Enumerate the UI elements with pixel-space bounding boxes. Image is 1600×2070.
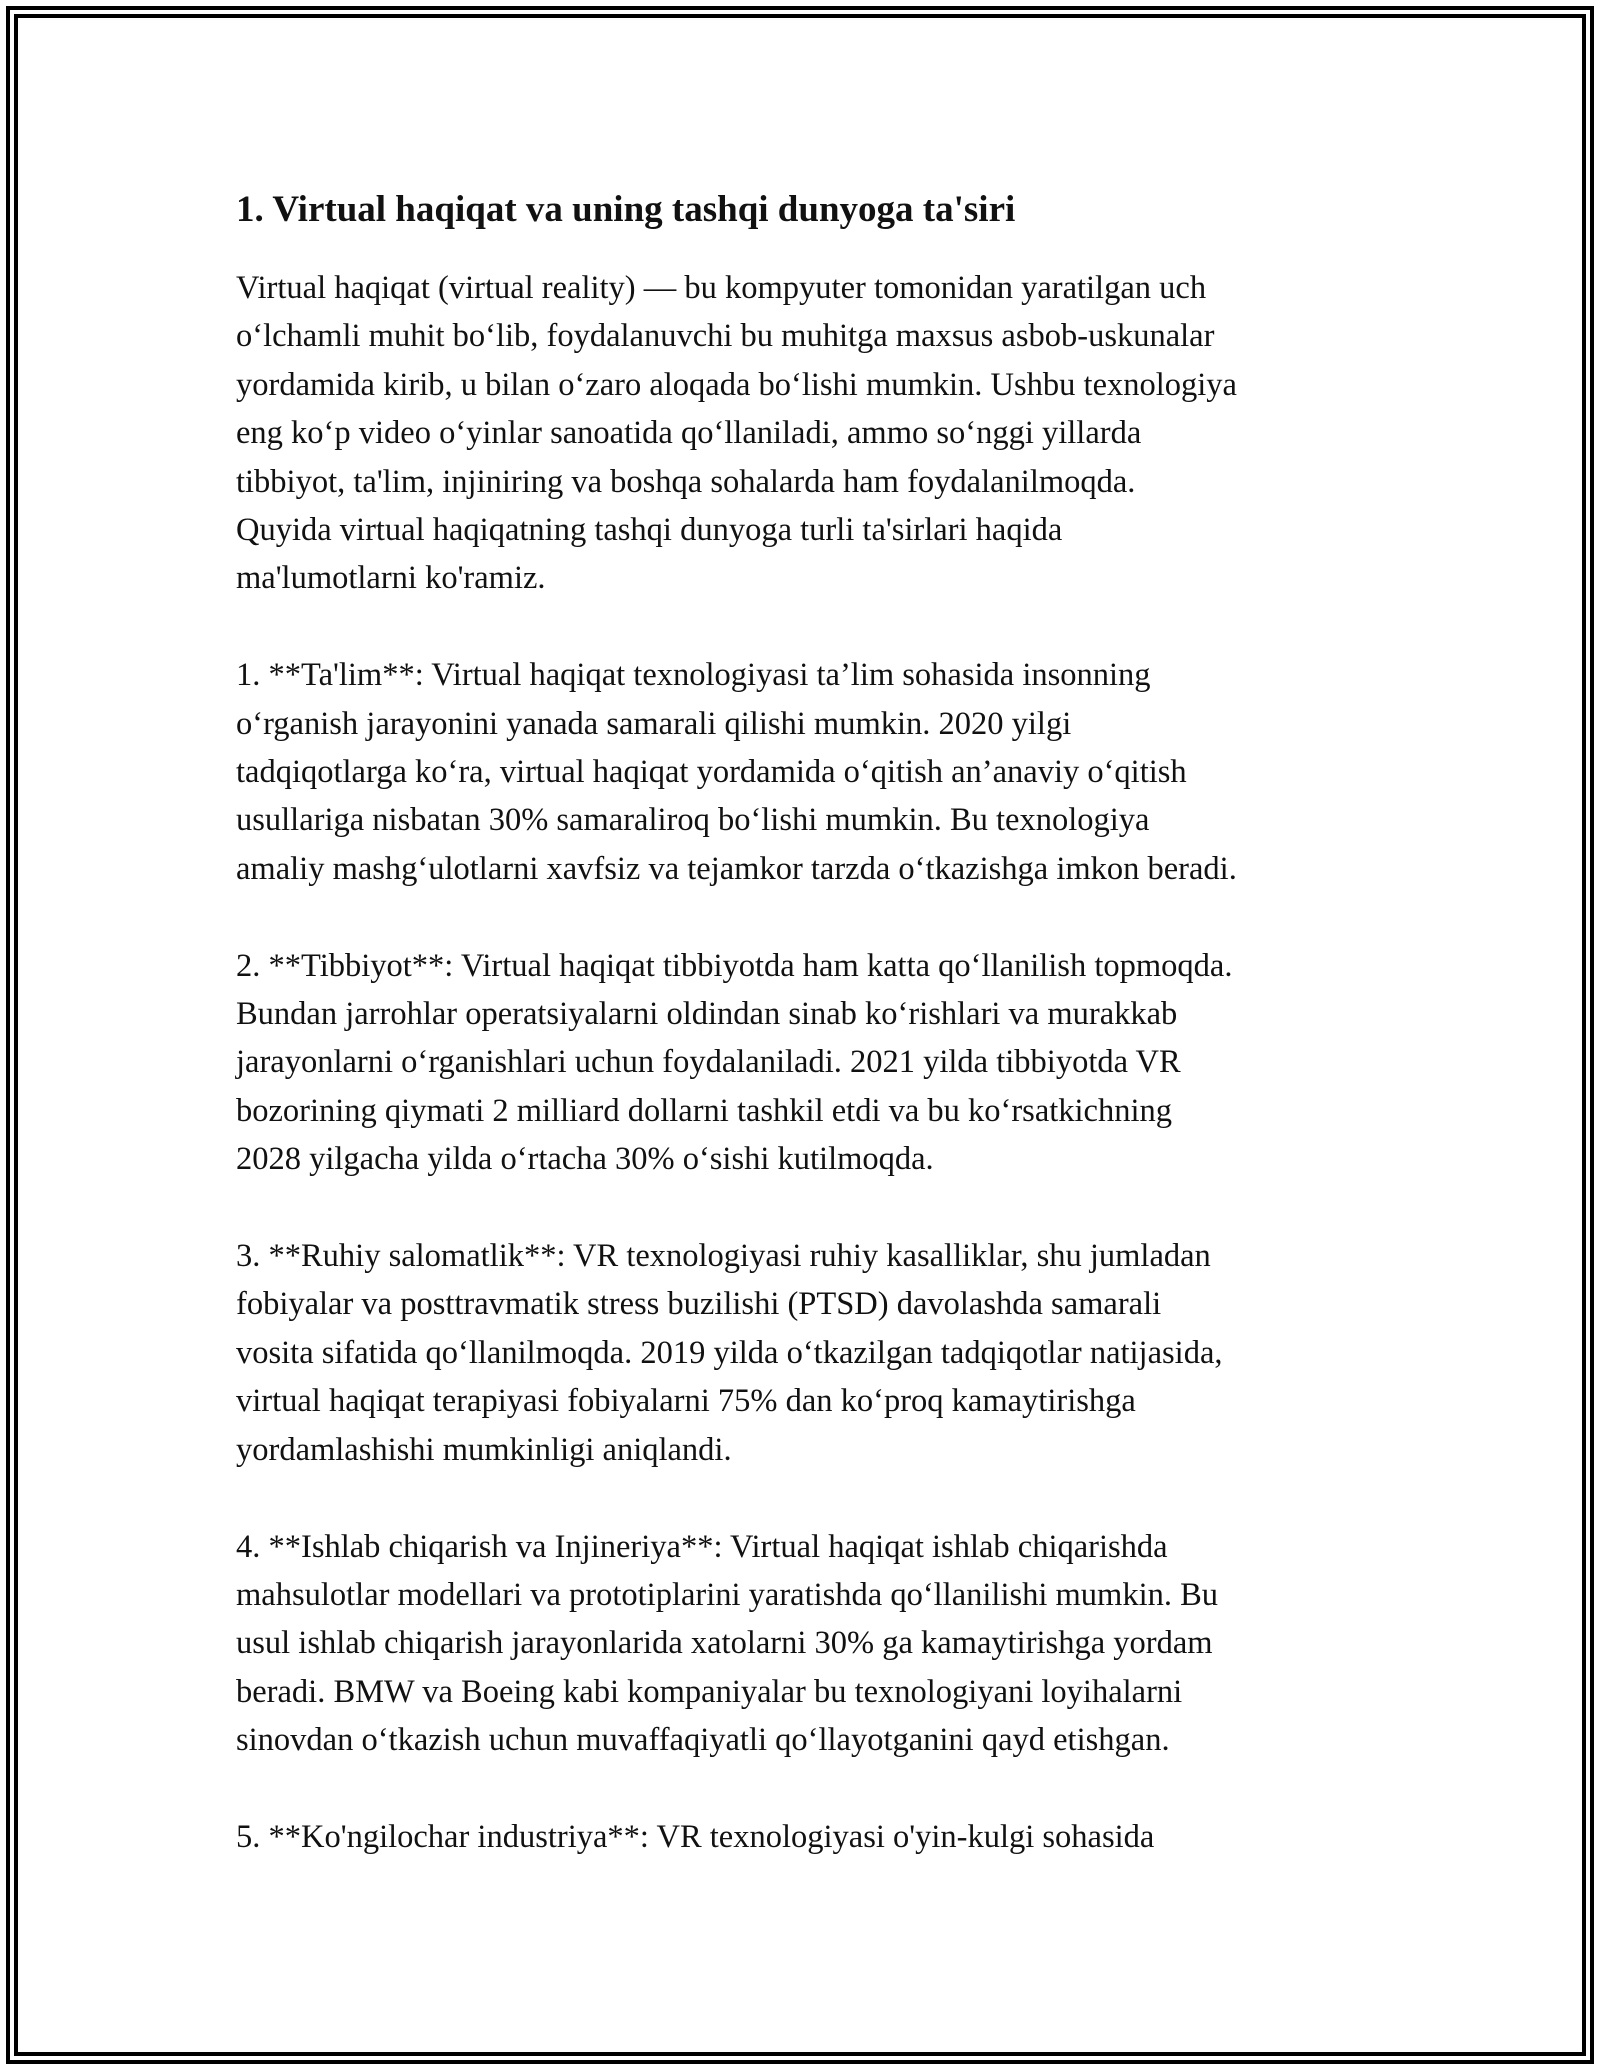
text-line: fobiyalar va posttravmatik stress buzilishi (PTSD) davolashda samarali — [236, 1286, 1162, 1323]
list-item-manufacturing — [236, 1523, 1376, 1765]
text-line: sinovdan o‘tkazish uchun muvaffaqiyatli qo‘llayotganini qayd etishgan. — [236, 1722, 1170, 1759]
list-item-entertainment — [236, 1813, 1376, 1861]
text-line: usul ishlab chiqarish jarayonlarida xatolarni 30% ga kamaytirishga yordam — [236, 1625, 1213, 1662]
text-line: 2. **Tibbiyot**: Virtual haqiqat tibbiyotda ham katta qo‘llanilish topmoqda. — [236, 947, 1233, 984]
list-item-medicine — [236, 942, 1376, 1184]
text-line: beradi. BMW va Boeing kabi kompaniyalar bu texnologiyani loyihalarni — [236, 1673, 1183, 1710]
text-line: virtual haqiqat terapiyasi fobiyalarni 75% dan ko‘proq kamaytirishga — [236, 1383, 1136, 1420]
text-line: o‘lchamli muhit bo‘lib, foydalanuvchi bu muhitga maxsus asbob-uskunalar — [236, 318, 1215, 355]
text-line: jarayonlarni o‘rganishlari uchun foydalaniladi. 2021 yilda tibbiyotda VR — [236, 1044, 1181, 1081]
text-line: tibbiyot, ta'lim, injiniring va boshqa sohalarda ham foydalanilmoqda. — [236, 463, 1136, 500]
text-line: mahsulotlar modellari va prototiplarini yaratishda qo‘llanilishi mumkin. Bu — [236, 1576, 1219, 1613]
list-item-education — [236, 651, 1376, 893]
text-line: bozorining qiymati 2 milliard dollarni tashkil etdi va bu ko‘rsatkichning — [236, 1092, 1173, 1129]
text-line: o‘rganish jarayonini yanada samarali qilishi mumkin. 2020 yilgi — [236, 705, 1072, 742]
document-body — [236, 186, 1376, 1861]
paragraph-gap — [236, 1184, 1376, 1232]
text-line: yordamida kirib, u bilan o‘zaro aloqada bo‘lishi mumkin. Ushbu texnologiya — [236, 366, 1237, 403]
text-line: 1. **Ta'lim**: Virtual haqiqat texnologiyasi ta’lim sohasida insonning — [236, 657, 1151, 694]
text-line: Bundan jarrohlar operatsiyalarni oldindan sinab ko‘rishlari va murakkab — [236, 996, 1178, 1033]
text-line: eng ko‘p video o‘yinlar sanoatida qo‘llaniladi, ammo so‘nggi yillarda — [236, 415, 1142, 452]
text-line: Virtual haqiqat (virtual reality) — bu kompyuter tomonidan yaratilgan uch — [236, 270, 1207, 306]
paragraph-gap — [236, 603, 1376, 651]
document-title: 1. Virtual haqiqat va uning tashqi dunyoga ta'siri — [236, 189, 1016, 230]
text-line: 5. **Ko'ngilochar industriya**: VR texnologiyasi o'yin-kulgi sohasida — [236, 1818, 1155, 1855]
text-line: ma'lumotlarni ko'ramiz. — [236, 560, 546, 597]
paragraph-gap — [236, 893, 1376, 941]
paragraph-gap — [236, 1474, 1376, 1522]
text-line: yordamlashishi mumkinligi aniqlandi. — [236, 1431, 732, 1468]
text-line: 3. **Ruhiy salomatlik**: VR texnologiyasi ruhiy kasalliklar, shu jumladan — [236, 1238, 1211, 1275]
text-line: amaliy mashg‘ulotlarni xavfsiz va tejamkor tarzda o‘tkazishga imkon beradi. — [236, 850, 1237, 887]
intro-paragraph — [236, 264, 1376, 603]
text-line: usullariga nisbatan 30% samaraliroq bo‘lishi mumkin. Bu texnologiya — [236, 802, 1150, 839]
text-line: vosita sifatida qo‘llanilmoqda. 2019 yilda o‘tkazilgan tadqiqotlar natijasida, — [236, 1334, 1223, 1371]
text-line: Quyida virtual haqiqatning tashqi dunyoga turli ta'sirlari haqida — [236, 512, 1063, 549]
text-line: 2028 yilgacha yilda o‘rtacha 30% o‘sishi kutilmoqda. — [236, 1141, 934, 1178]
text-line: 4. **Ishlab chiqarish va Injineriya**: Virtual haqiqat ishlab chiqarishda — [236, 1528, 1168, 1565]
paragraph-gap — [236, 1765, 1376, 1813]
list-item-mental-health — [236, 1232, 1376, 1474]
text-line: tadqiqotlarga ko‘ra, virtual haqiqat yordamida o‘qitish an’anaviy o‘qitish — [236, 754, 1187, 791]
